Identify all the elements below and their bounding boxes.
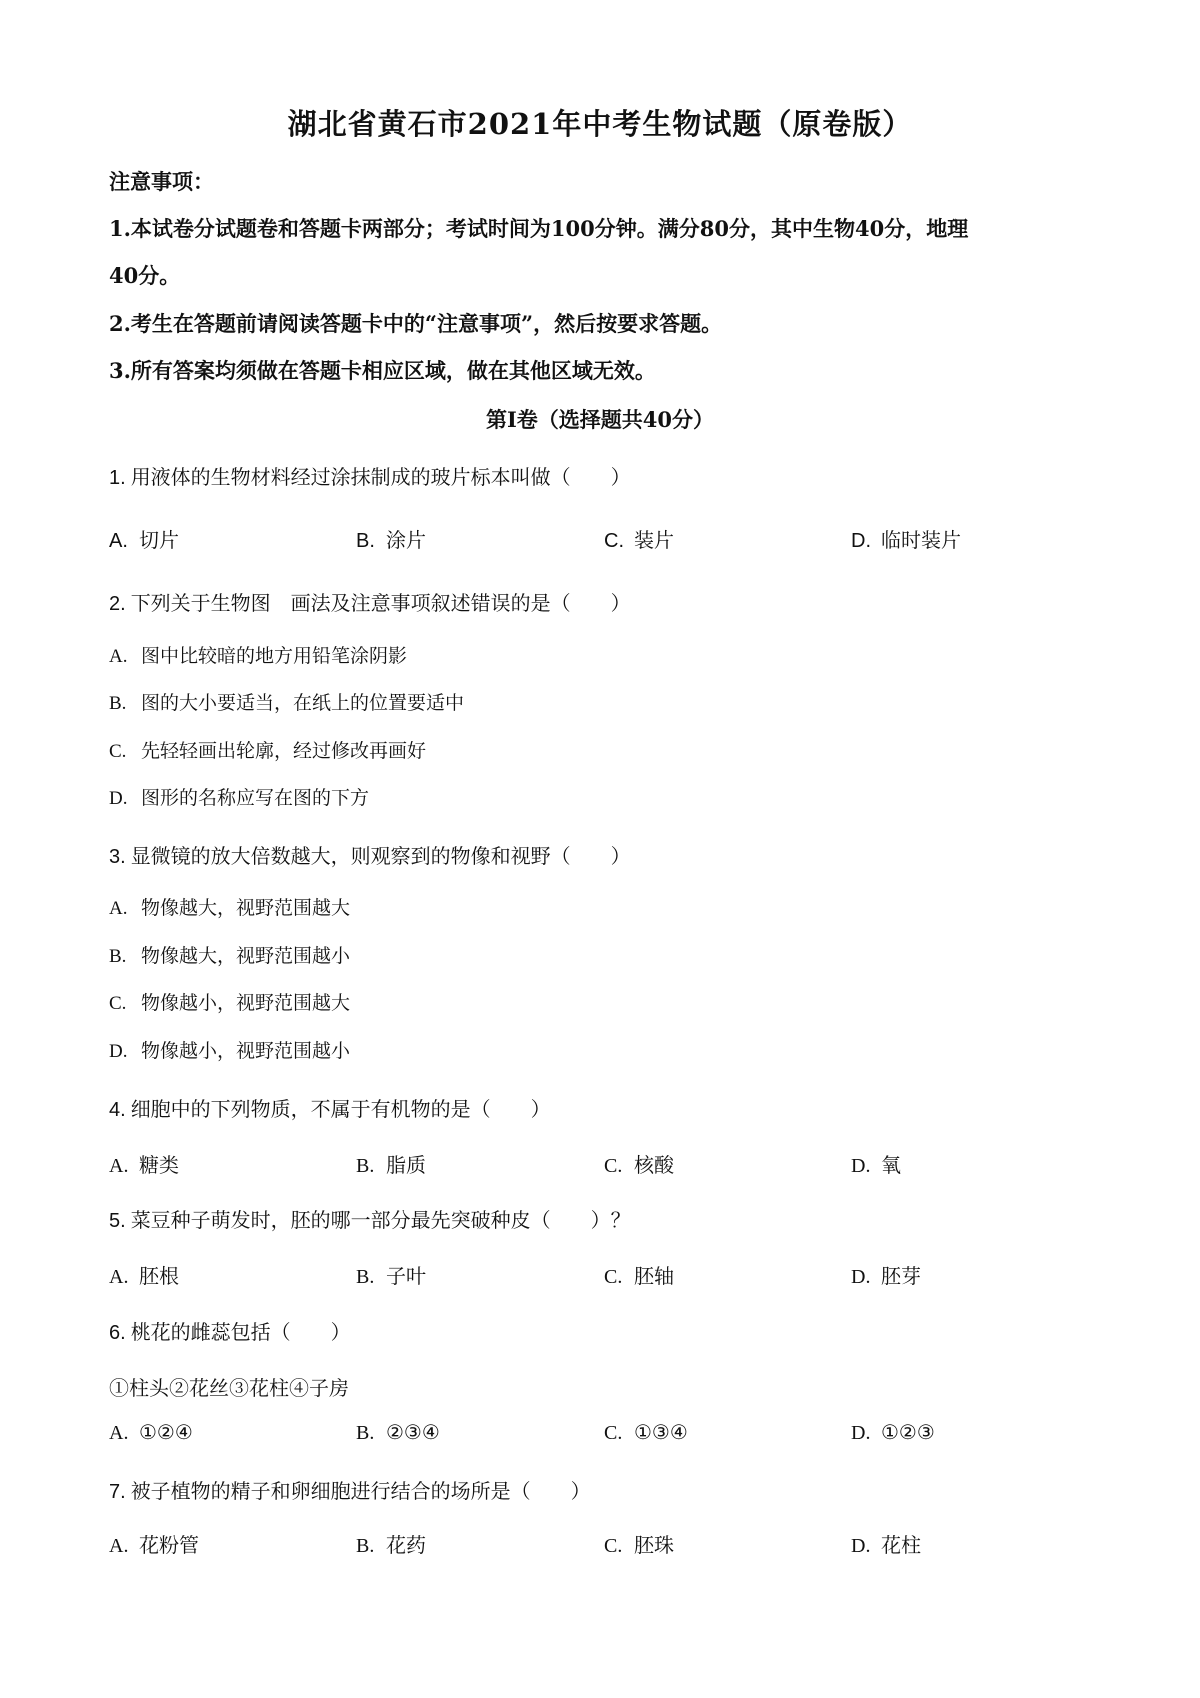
option-d: D. 胚芽 [851,1264,921,1288]
question-number: 3. [109,846,126,868]
question-text: 细胞中的下列物质，不属于有机物的是（ ） [130,1097,551,1121]
option-a: A. 糖类 [109,1153,179,1177]
question-1 [109,461,631,490]
section-heading: 第Ⅰ卷（选择题共40分） [485,407,715,432]
option-c: C. 胚轴 [604,1264,674,1288]
option-d: D. 图形的名称应写在图的下方 [109,787,370,809]
option-b: B. 物像越大，视野范围越小 [109,945,351,967]
notice-line-2: 2.考生在答题前请阅读答题卡中的“注意事项”，然后按要求答题。 [109,311,723,336]
question-6-items: ①柱头②花丝③花柱④子房 [109,1376,349,1400]
question-4 [109,1093,551,1122]
option-d: D. ①②③ [851,1420,935,1444]
question-number: 1. [109,467,126,489]
option-a: A. ①②④ [109,1420,193,1444]
option-b: B. 花药 [356,1533,426,1557]
option-d: D. 物像越小，视野范围越小 [109,1040,351,1062]
question-2 [109,587,631,616]
question-6 [109,1316,351,1345]
option-b: B. ②③④ [356,1420,440,1444]
question-text: 显微镜的放大倍数越大，则观察到的物像和视野（ ） [130,844,631,868]
question-number: 7. [109,1481,126,1503]
option-d: D. 氧 [851,1153,901,1177]
option-c: C. ①③④ [604,1420,688,1444]
question-7 [109,1475,591,1504]
option-b: B. 涂片 [356,528,426,552]
option-b: B. 图的大小要适当，在纸上的位置要适中 [109,692,465,714]
question-3 [109,840,631,869]
page-title: 湖北省黄石市2021年中考生物试题（原卷版） [287,107,913,141]
option-c: C. 装片 [604,528,674,552]
option-a: A. 胚根 [109,1264,179,1288]
option-a: A. 花粉管 [109,1533,199,1557]
question-text: 用液体的生物材料经过涂抹制成的玻片标本叫做（ ） [130,465,631,489]
question-number: 4. [109,1099,126,1121]
option-b: B. 脂质 [356,1153,426,1177]
option-a: A. 图中比较暗的地方用铅笔涂阴影 [109,645,408,667]
question-5 [109,1204,631,1233]
question-number: 6. [109,1322,126,1344]
notice-line-3: 3.所有答案均须做在答题卡相应区域，做在其他区域无效。 [109,358,656,383]
option-d: D. 临时装片 [851,528,961,552]
option-b: B. 子叶 [356,1264,426,1288]
option-d: D. 花柱 [851,1533,921,1557]
question-number: 2. [109,593,126,615]
option-c: C. 胚珠 [604,1533,674,1557]
question-text: 被子植物的精子和卵细胞进行结合的场所是（ ） [130,1479,591,1503]
question-text: 桃花的雌蕊包括（ ） [130,1320,351,1344]
notice-line-1-cont: 40分。 [109,263,181,288]
notice-line-1: 1.本试卷分试题卷和答题卡两部分；考试时间为100分钟。满分80分，其中生物40分，地理 [109,216,969,241]
option-c: C. 先轻轻画出轮廓，经过修改再画好 [109,740,427,762]
option-c: C. 物像越小，视野范围越大 [109,992,351,1014]
notice-heading: 注意事项： [109,169,214,194]
question-text: 下列关于生物图 画法及注意事项叙述错误的是（ ） [130,591,631,615]
question-text: 菜豆种子萌发时，胚的哪一部分最先突破种皮（ ）？ [130,1208,631,1232]
option-a: A. 物像越大，视野范围越大 [109,897,351,919]
option-c: C. 核酸 [604,1153,674,1177]
question-number: 5. [109,1210,126,1232]
option-a: A. 切片 [109,528,179,552]
